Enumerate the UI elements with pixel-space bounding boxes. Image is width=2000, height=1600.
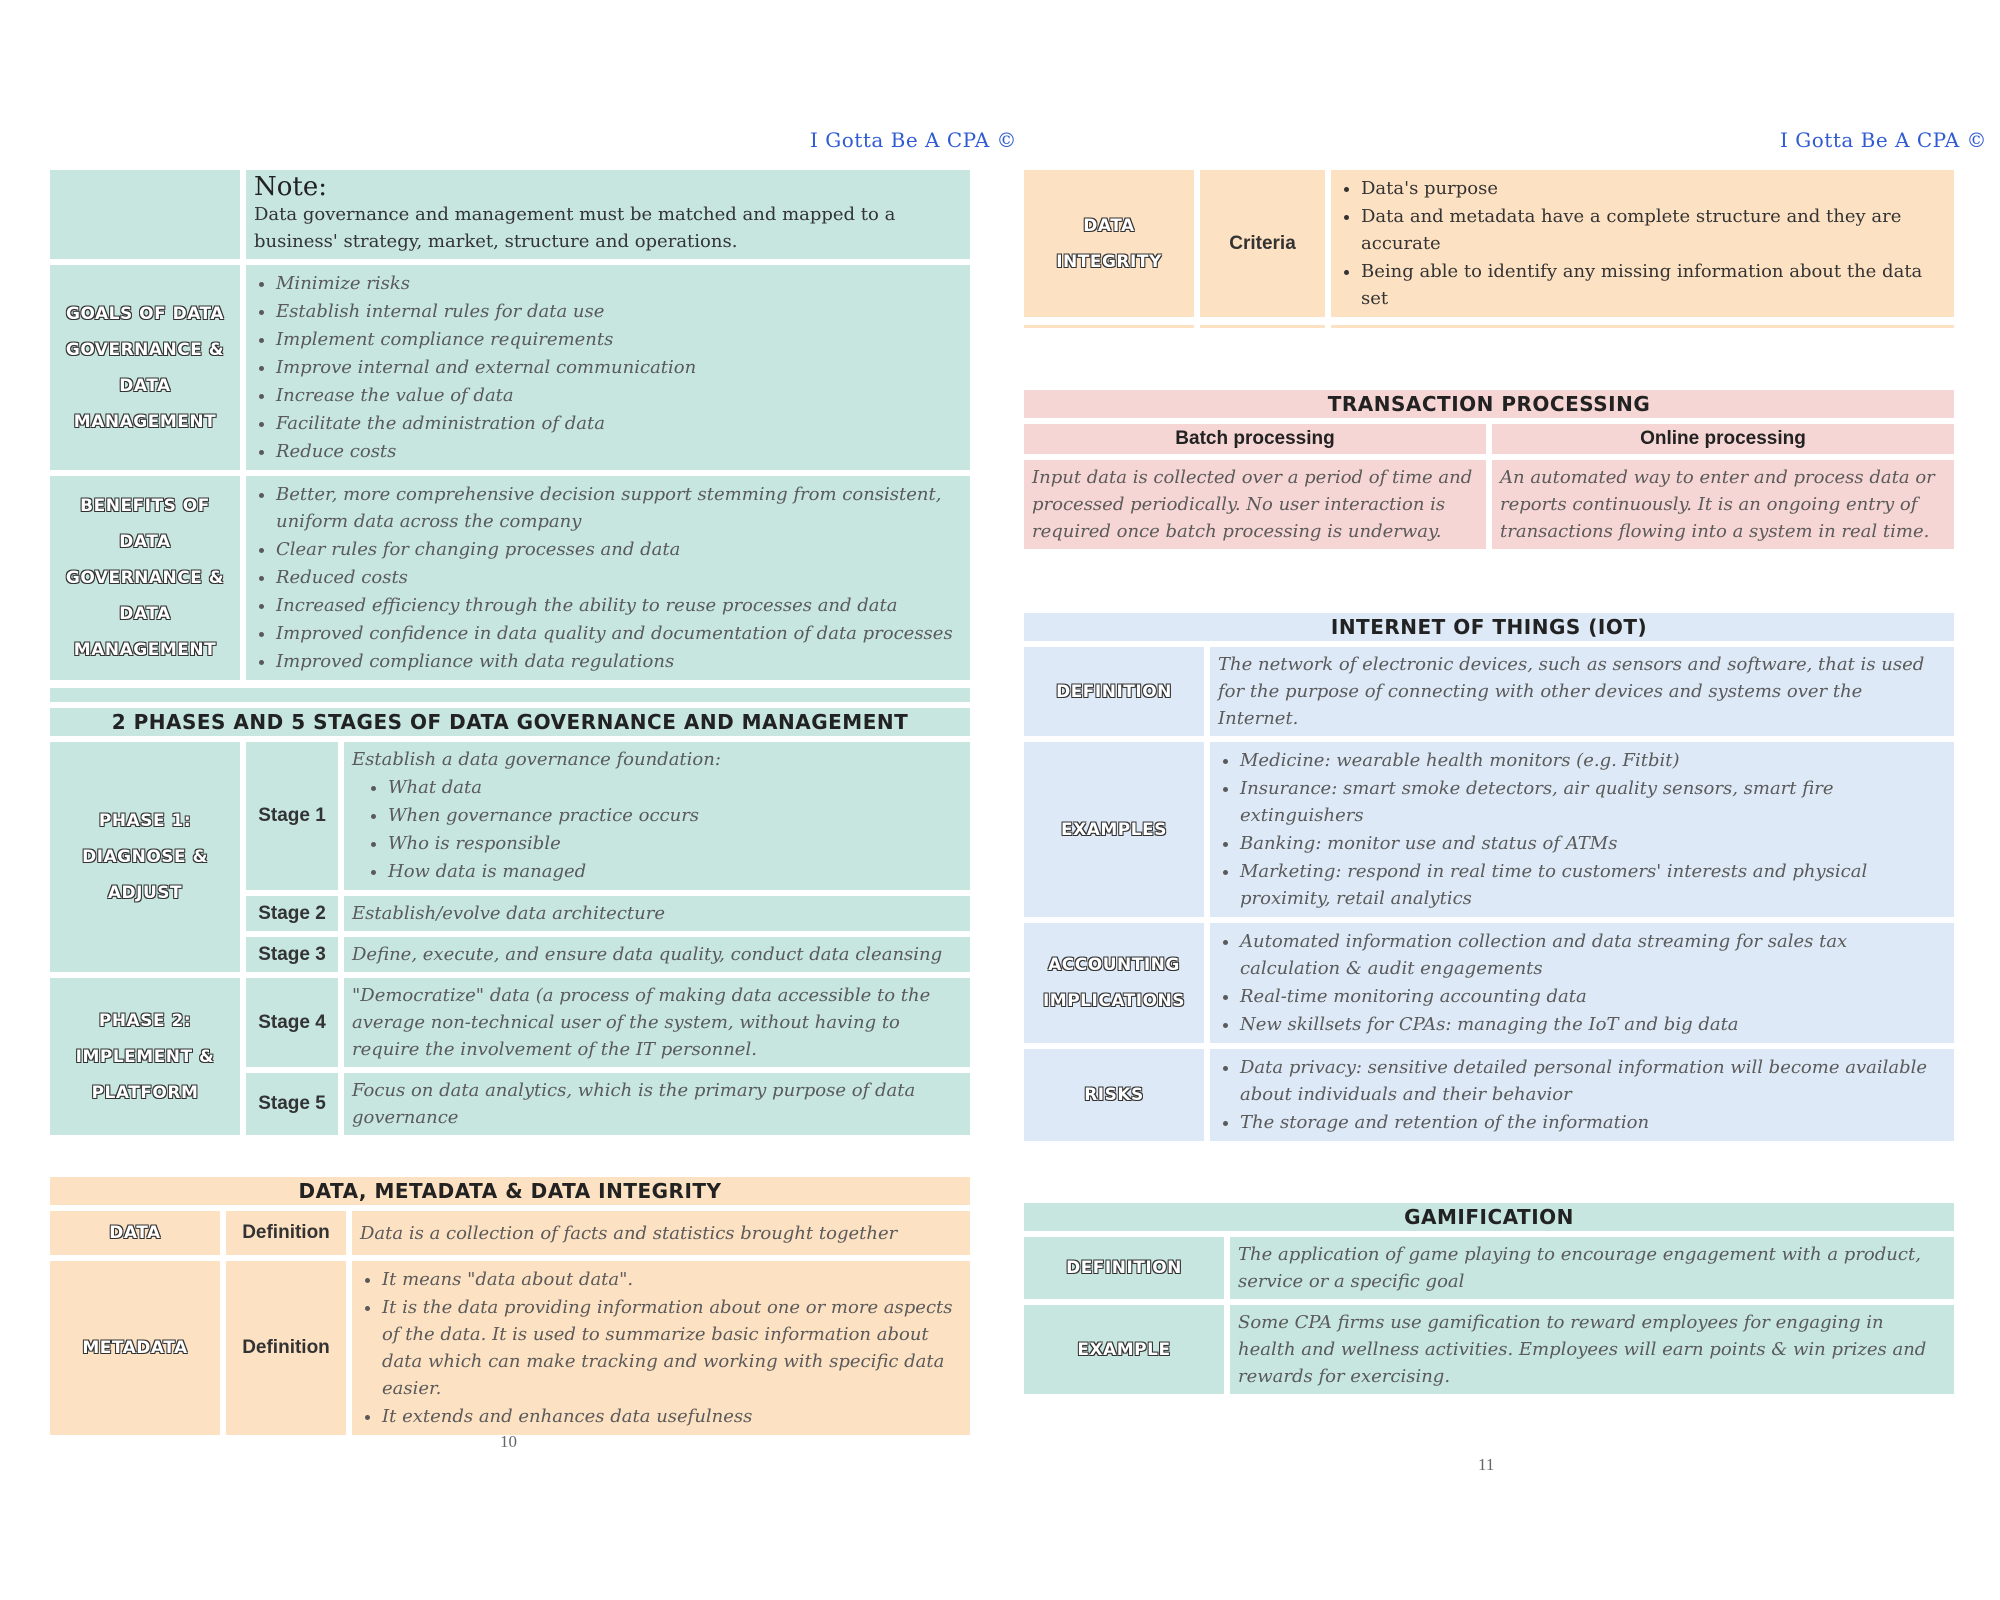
table-row <box>1024 1049 1954 1141</box>
list-item: • Automated information collection and data streaming for sales tax calculation & audit engagements <box>1240 928 1946 982</box>
gamification-example-label: EXAMPLE <box>1024 1305 1224 1394</box>
table-row <box>1024 1237 1954 1299</box>
gamification-title: GAMIFICATION <box>1024 1203 1954 1231</box>
stage-text: Focus on data analytics, which is the primary purpose of data governance <box>344 1073 970 1135</box>
iot-risks-label: RISKS <box>1024 1049 1204 1141</box>
list-item: • Clear rules for changing processes and data <box>276 536 962 563</box>
iot-accounting-label: ACCOUNTING IMPLICATIONS <box>1024 923 1204 1043</box>
iot-risks-list <box>1218 1054 1946 1136</box>
list-item: • Real-time monitoring accounting data <box>1240 983 1946 1010</box>
gamification-definition-text: The application of game playing to encourage engagement with a product, service or a specific goal <box>1230 1237 1954 1299</box>
list-item: • The storage and retention of the information <box>1240 1109 1946 1136</box>
divider-bar <box>50 688 970 702</box>
table-row <box>1024 1305 1954 1394</box>
list-item: • Minimize risks <box>276 270 962 297</box>
data-metadata-table <box>44 1171 976 1441</box>
table-row <box>1024 923 1954 1043</box>
list-item: • It means "data about data". <box>382 1266 962 1293</box>
gamification-table <box>1018 1197 1960 1400</box>
online-head: Online processing <box>1492 424 1954 454</box>
list-item: • Reduce costs <box>276 438 962 465</box>
note-title: Note: <box>254 172 327 202</box>
gamification-example-text: Some CPA firms use gamification to reward employees for engaging in health and wellness activities. Employees will earn points & win prizes and rewards for exercising. <box>1230 1305 1954 1394</box>
page-number-left: 10 <box>500 1432 517 1451</box>
list-item: • Improve internal and external communication <box>276 354 962 381</box>
stage-text: Define, execute, and ensure data quality, conduct data cleansing <box>344 937 970 972</box>
integrity-col: Criteria <box>1200 170 1325 317</box>
data-label: DATA <box>50 1211 220 1255</box>
list-item: • Being able to identify any missing information about the data set <box>1361 258 1946 312</box>
list-item: • When governance practice occurs <box>388 802 962 829</box>
goals-benefits-table <box>44 164 976 686</box>
iot-examples-list <box>1218 747 1946 912</box>
list-item: • New skillsets for CPAs: managing the IoT and big data <box>1240 1011 1946 1038</box>
page-number-right: 11 <box>1478 1455 1495 1474</box>
stage-label: Stage 5 <box>246 1073 338 1135</box>
batch-head: Batch processing <box>1024 424 1486 454</box>
table-row <box>1024 170 1954 317</box>
online-text: An automated way to enter and process data or reports continuously. It is an ongoing entry of transactions flowing into a system in real time. <box>1492 460 1954 549</box>
list-item: • Banking: monitor use and status of ATMs <box>1240 830 1946 857</box>
iot-title: INTERNET OF THINGS (IOT) <box>1024 613 1954 641</box>
list-item: • Increased efficiency through the ability to reuse processes and data <box>276 592 962 619</box>
list-item: • Medicine: wearable health monitors (e.g. Fitbit) <box>1240 747 1946 774</box>
list-item: • Establish internal rules for data use <box>276 298 962 325</box>
phase1-label: PHASE 1: DIAGNOSE & ADJUST <box>50 742 240 972</box>
data-text: Data is a collection of facts and statistics brought together <box>352 1211 970 1255</box>
list-item: • Who is responsible <box>388 830 962 857</box>
gamification-definition-label: DEFINITION <box>1024 1237 1224 1299</box>
stage-label: Stage 4 <box>246 978 338 1067</box>
iot-definition-label: DEFINITION <box>1024 647 1204 736</box>
list-item: • It is the data providing information about one or more aspects of the data. It is used to summarize basic information about data which can make tracking and working with specific data easier. <box>382 1294 962 1402</box>
goals-label: GOALS OF DATA GOVERNANCE & DATA MANAGEMENT <box>50 265 240 470</box>
stage-label: Stage 3 <box>246 937 338 972</box>
list-item: • It extends and enhances data usefulness <box>382 1403 962 1430</box>
table-row <box>50 978 970 1067</box>
brand-right: I Gotta Be A CPA © <box>1780 128 1988 152</box>
table-row <box>1024 647 1954 736</box>
iot-table <box>1018 607 1960 1147</box>
iot-definition-text: The network of electronic devices, such as sensors and software, that is used for the purpose of connecting with other devices and systems over the Internet. <box>1210 647 1954 736</box>
list-item: • Reduced costs <box>276 564 962 591</box>
phases-title: 2 PHASES AND 5 STAGES OF DATA GOVERNANCE AND MANAGEMENT <box>50 708 970 736</box>
list-item: • What data <box>388 774 962 801</box>
integrity-list <box>1339 175 1946 312</box>
iot-examples-label: EXAMPLES <box>1024 742 1204 917</box>
list-item: • Data privacy: sensitive detailed personal information will become available about individuals and their behavior <box>1240 1054 1946 1108</box>
list-item: • Insurance: smart smoke detectors, air quality sensors, smart fire extinguishers <box>1240 775 1946 829</box>
list-item: • Data's purpose <box>1361 175 1946 202</box>
goals-row <box>50 265 970 470</box>
stage1-list <box>352 774 962 885</box>
list-item: • Better, more comprehensive decision support stemming from consistent, uniform data across the company <box>276 481 962 535</box>
dmi-title: DATA, METADATA & DATA INTEGRITY <box>50 1177 970 1205</box>
list-item: • Data and metadata have a complete structure and they are accurate <box>1361 203 1946 257</box>
batch-text: Input data is collected over a period of time and processed periodically. No user interaction is required once batch processing is underway. <box>1024 460 1486 549</box>
phase2-label: PHASE 2: IMPLEMENT & PLATFORM <box>50 978 240 1135</box>
brand-left: I Gotta Be A CPA © <box>810 128 1018 152</box>
list-item: • Improved compliance with data regulations <box>276 648 962 675</box>
list-item: • Improved confidence in data quality and documentation of data processes <box>276 620 962 647</box>
stage1-intro: Establish a data governance foundation: <box>352 749 721 770</box>
note-text: Data governance and management must be matched and mapped to a business' strategy, market, structure and operations. <box>254 204 896 252</box>
data-col: Definition <box>226 1211 346 1255</box>
benefits-list <box>254 481 962 675</box>
metadata-col: Definition <box>226 1261 346 1435</box>
transaction-table <box>1018 384 1960 555</box>
stage-text: "Democratize" data (a process of making data accessible to the average non-technical user of the system, without having to require the involvement of the IT personnel. <box>344 978 970 1067</box>
note-row <box>50 170 970 259</box>
table-row <box>1024 742 1954 917</box>
list-item: • How data is managed <box>388 858 962 885</box>
table-row <box>50 742 970 890</box>
iot-accounting-list <box>1218 928 1946 1038</box>
list-item: • Marketing: respond in real time to customers' interests and physical proximity, retail analytics <box>1240 858 1946 912</box>
left-page <box>44 164 976 1441</box>
list-item: • Implement compliance requirements <box>276 326 962 353</box>
stage-label: Stage 2 <box>246 896 338 931</box>
table-row <box>50 1261 970 1435</box>
metadata-list <box>360 1266 962 1430</box>
integrity-table <box>1018 164 1960 334</box>
benefits-label: BENEFITS OF DATA GOVERNANCE & DATA MANAGEMENT <box>50 476 240 680</box>
metadata-label: METADATA <box>50 1261 220 1435</box>
goals-list <box>254 270 962 465</box>
integrity-label: DATA INTEGRITY <box>1024 170 1194 317</box>
stage-text: Establish/evolve data architecture <box>344 896 970 931</box>
right-page <box>1018 164 1960 1400</box>
benefits-row <box>50 476 970 680</box>
list-item: • Increase the value of data <box>276 382 962 409</box>
table-row <box>50 1211 970 1255</box>
stage-label: Stage 1 <box>246 742 338 890</box>
phases-table <box>44 702 976 1141</box>
transaction-title: TRANSACTION PROCESSING <box>1024 390 1954 418</box>
list-item: • Facilitate the administration of data <box>276 410 962 437</box>
